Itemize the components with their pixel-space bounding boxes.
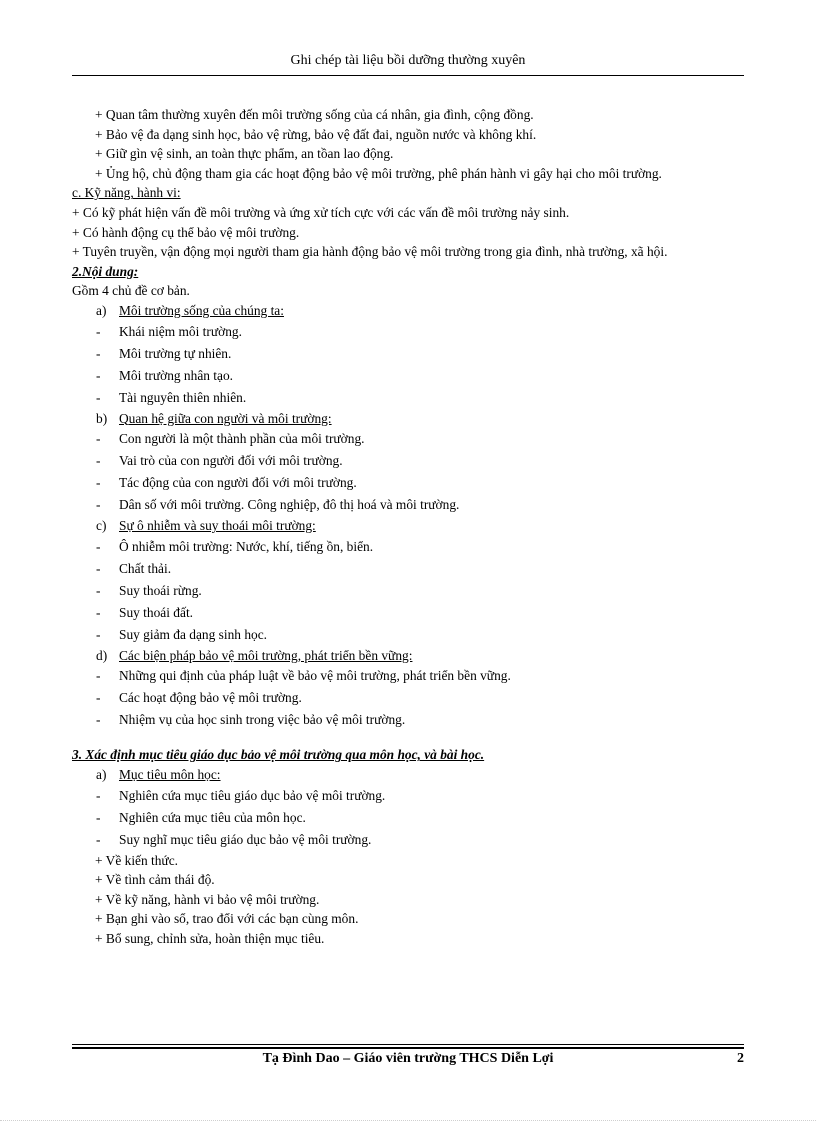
attitude-item: + Quan tâm thường xuyên đến môi trường sống của cá nhân, gia đình, cộng đồng. (95, 107, 534, 122)
page-edge (0, 1120, 816, 1121)
topic-heading: d) Các biện pháp bảo vệ môi trường, phát triển bền vững: (96, 647, 413, 663)
page-number: 2 (737, 1051, 744, 1066)
skills-heading: c. Kỹ năng, hành vi: (72, 185, 181, 201)
list-item: - Các hoạt động bảo vệ môi trường. (96, 690, 302, 706)
list-item: - Vai trò của con người đối với môi trường. (96, 453, 343, 469)
page-header (72, 52, 744, 70)
skill-item: + Có hành động cụ thể bảo vệ môi trường. (72, 224, 300, 240)
list-item: - Khái niệm môi trường. (96, 323, 242, 339)
list-item: - Nhiệm vụ của học sinh trong việc bảo vệ môi trường. (96, 712, 406, 728)
list-item: - Ô nhiễm môi trường: Nước, khí, tiếng ồn, biển. (96, 538, 374, 554)
header-divider (72, 75, 744, 76)
section-heading-content: 2.Nội dung: (72, 263, 139, 279)
topic-heading: b) Quan hệ giữa con người và môi trường: (96, 410, 332, 426)
footer-text: Tạ Đình Dao – Giáo viên trường THCS Diễn Lợi (262, 1051, 554, 1066)
spacer (72, 731, 742, 745)
attitude-item: + Bảo vệ đa dạng sinh học, bảo vệ rừng, bảo vệ đất đai, nguồn nước và không khí. (95, 126, 537, 142)
objectives-subheading: a) Mục tiêu môn học: (96, 766, 221, 782)
attitude-item: + Giữ gìn vệ sinh, an toàn thực phẩm, an tồan lao động. (95, 146, 394, 162)
skill-item: + Tuyên truyền, vận động mọi người tham gia hành động bảo vệ môi trường trong gia đình, nhà trường, xã hội. (72, 244, 668, 260)
list-item: - Suy giảm đa dạng sinh học. (96, 626, 268, 642)
list-item: - Nghiên cứa mục tiêu của môn học. (96, 809, 306, 825)
list-item: - Chất thải. (96, 560, 172, 576)
page-footer (72, 1051, 744, 1071)
list-item: - Môi trường nhân tạo. (96, 367, 234, 383)
section-heading-objectives: 3. Xác định mục tiêu giáo dục bảo vệ môi trường qua môn học, và bài học. (72, 747, 485, 763)
header-title: Ghi chép tài liệu bồi dưỡng thường xuyên (290, 53, 526, 68)
objective-plus-item: + Về kiến thức. (95, 852, 178, 868)
objective-plus-item: + Bổ sung, chỉnh sửa, hoàn thiện mục tiêu. (95, 930, 325, 946)
topic-heading: c) Sự ô nhiễm và suy thoái môi trường: (96, 518, 316, 534)
list-item: - Dân số với môi trường. Công nghiệp, đô thị hoá và môi trường. (96, 497, 460, 513)
objective-plus-item: + Bạn ghi vào sổ, trao đổi với các bạn cùng môn. (95, 911, 359, 927)
list-item: - Suy nghĩ mục tiêu giáo dục bảo vệ môi trường. (96, 831, 372, 847)
objective-plus-item: + Về kỹ năng, hành vi bảo vệ môi trường. (95, 891, 320, 907)
list-item: - Tài nguyên thiên nhiên. (96, 389, 247, 405)
list-item: - Nghiên cứa mục tiêu giáo dục bảo vệ môi trường. (96, 787, 386, 803)
list-item: - Những qui định của pháp luật về bảo vệ môi trường, phát triển bền vững. (96, 668, 511, 684)
list-item: - Con người là một thành phần của môi trường. (96, 431, 365, 447)
list-item: - Môi trường tự nhiên. (96, 345, 232, 361)
document-body (72, 105, 742, 948)
list-item: - Suy thoái đất. (96, 604, 194, 620)
list-item: - Suy thoái rừng. (96, 582, 202, 598)
list-item: - Tác động của con người đối với môi trường. (96, 475, 357, 491)
objective-plus-item: + Về tình cảm thái độ. (95, 872, 215, 888)
content-intro: Gồm 4 chủ đề cơ bản. (72, 283, 190, 299)
footer-divider-thin (72, 1044, 744, 1045)
footer-divider-thick (72, 1047, 744, 1049)
attitude-item: + Ủng hộ, chủ động tham gia các hoạt động bảo vệ môi trường, phê phán hành vi gây hại cho môi trường. (95, 165, 662, 181)
skill-item: + Có kỹ phát hiện vấn đề môi trường và ứng xử tích cực với các vấn đề môi trường nảy sinh. (72, 204, 570, 220)
topic-heading: a) Môi trường sống của chúng ta: (96, 302, 284, 318)
